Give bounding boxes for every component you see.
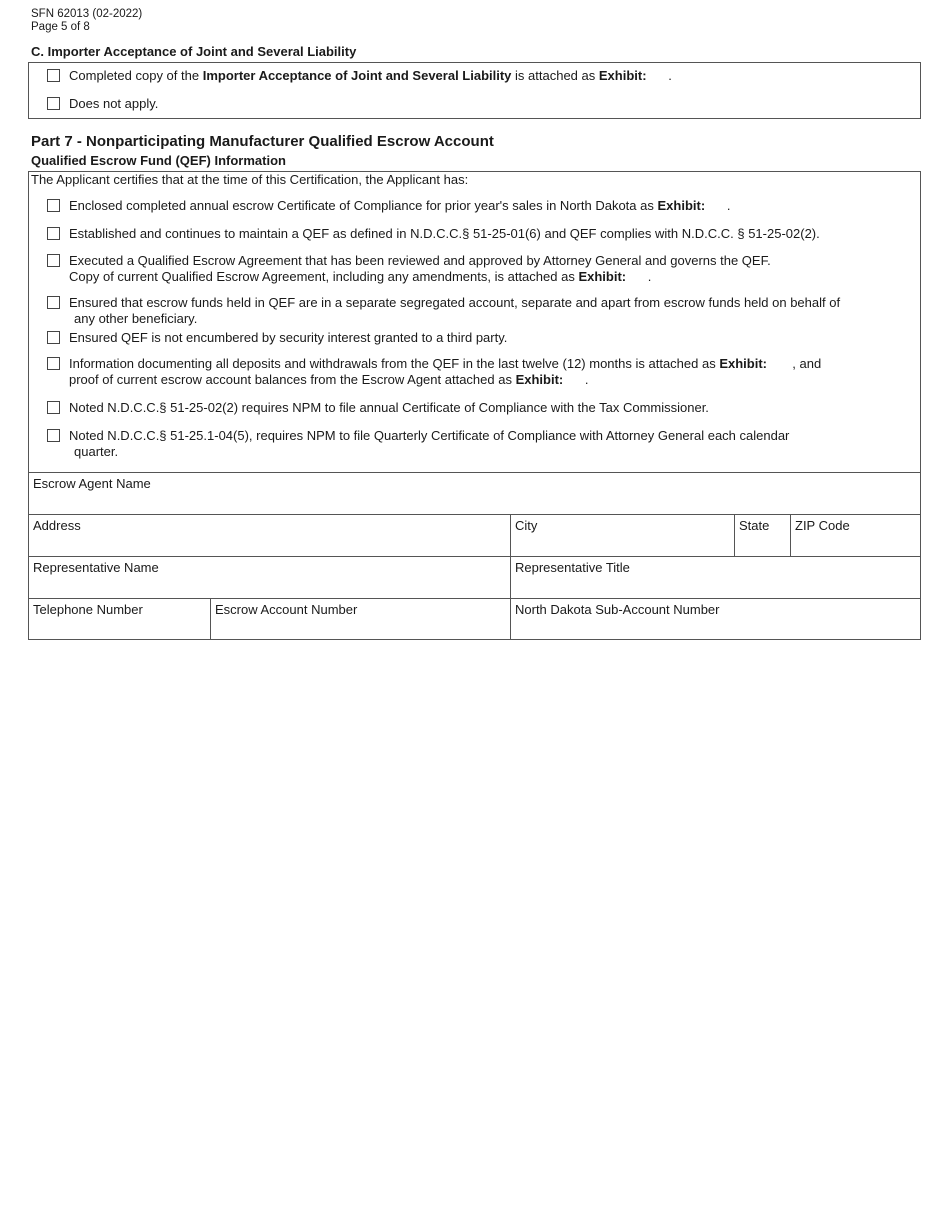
opt-text: Does not apply. <box>69 96 159 111</box>
zip-input[interactable] <box>795 535 916 553</box>
form-id: SFN 62013 (02-2022) <box>31 8 143 20</box>
part-7-subtitle: Qualified Escrow Fund (QEF) Information <box>31 153 286 168</box>
opt-text-bold: Importer Acceptance of Joint and Several Liability <box>202 68 512 83</box>
field-label: ZIP Code <box>795 518 850 533</box>
item-text: Noted N.D.C.C.§ 51-25.1-04(5), requires NPM to file Quarterly Certificate of Compliance with Attorney General each calendar <box>69 428 790 443</box>
item-text: Ensured that escrow funds held in QEF are in a separate segregated account, separate and apart from escrow funds held on behalf of <box>69 295 841 310</box>
field-label: State <box>739 518 770 533</box>
zip-cell <box>791 515 920 556</box>
item-text: quarter. <box>74 444 119 459</box>
exhibit-label: Exhibit: <box>719 356 767 371</box>
qef-item-8-checkbox[interactable] <box>47 429 60 442</box>
exhibit-label: Exhibit: <box>515 372 564 387</box>
section-c-na-checkbox[interactable] <box>47 97 60 110</box>
nd-sub-account-input[interactable] <box>515 618 916 636</box>
qef-item-3-checkbox[interactable] <box>47 254 60 267</box>
address-input[interactable] <box>33 535 506 553</box>
escrow-account-input[interactable] <box>215 618 506 636</box>
opt-text: Completed copy of the <box>69 68 203 83</box>
escrow-agent-name-cell <box>29 473 920 514</box>
item-text: any other beneficiary. <box>74 311 198 326</box>
item-text: Ensured QEF is not encumbered by security interest granted to a third party. <box>69 330 508 345</box>
section-c-title: C. Importer Acceptance of Joint and Several Liability <box>31 44 357 59</box>
rep-name-cell <box>29 557 511 598</box>
rep-title-input[interactable] <box>515 577 916 595</box>
field-label: Escrow Account Number <box>215 602 358 617</box>
state-cell <box>735 515 791 556</box>
field-label: Representative Name <box>33 560 159 575</box>
exhibit-label: Exhibit: <box>578 269 627 284</box>
qef-item-2-checkbox[interactable] <box>47 227 60 240</box>
account-row <box>29 598 920 639</box>
opt-text: is attached as <box>511 68 599 83</box>
field-label: North Dakota Sub-Account Number <box>515 602 720 617</box>
page-number: Page 5 of 8 <box>31 21 90 33</box>
nd-sub-account-cell <box>511 599 920 639</box>
telephone-input[interactable] <box>33 618 206 636</box>
exhibit-blank[interactable]: . <box>563 372 589 387</box>
section-c-attached-checkbox[interactable] <box>47 69 60 82</box>
state-input[interactable] <box>739 535 786 553</box>
city-cell <box>511 515 735 556</box>
qef-item-5-checkbox[interactable] <box>47 331 60 344</box>
item-text: Noted N.D.C.C.§ 51-25-02(2) requires NPM to file annual Certificate of Compliance with the Tax Commissioner. <box>69 400 709 415</box>
form-header <box>31 8 142 34</box>
exhibit-blank[interactable]: . <box>705 198 731 213</box>
rep-name-input[interactable] <box>33 577 506 595</box>
item-text: proof of current escrow account balances from the Escrow Agent attached as <box>69 372 516 387</box>
part-7-title: Part 7 - Nonparticipating Manufacturer Qualified Escrow Account <box>31 133 494 150</box>
field-label: Escrow Agent Name <box>33 476 151 491</box>
representative-row <box>29 556 920 598</box>
escrow-agent-name-input[interactable] <box>33 493 916 511</box>
item-text: Information documenting all deposits and withdrawals from the QEF in the last twelve (12) months is attached as <box>69 356 720 371</box>
qef-item-4-checkbox[interactable] <box>47 296 60 309</box>
qef-item-6-checkbox[interactable] <box>47 357 60 370</box>
part-7-intro: The Applicant certifies that at the time of this Certification, the Applicant has: <box>31 172 469 187</box>
field-label: Telephone Number <box>33 602 143 617</box>
section-c-box <box>28 62 921 119</box>
city-input[interactable] <box>515 535 730 553</box>
field-label: Representative Title <box>515 560 630 575</box>
escrow-account-cell <box>211 599 511 639</box>
item-text: Executed a Qualified Escrow Agreement that has been reviewed and approved by Attorney General and governs the QEF. <box>69 253 771 268</box>
field-label: Address <box>33 518 81 533</box>
address-cell <box>29 515 511 556</box>
item-text: Copy of current Qualified Escrow Agreement, including any amendments, is attached as <box>69 269 579 284</box>
qef-item-7-checkbox[interactable] <box>47 401 60 414</box>
telephone-cell <box>29 599 211 639</box>
exhibit-label: Exhibit: <box>657 198 706 213</box>
item-text: Enclosed completed annual escrow Certificate of Compliance for prior year's sales in North Dakota as <box>69 198 658 213</box>
exhibit-label: Exhibit: <box>598 68 647 83</box>
rep-title-cell <box>511 557 920 598</box>
address-row <box>29 514 920 556</box>
exhibit-blank[interactable]: . <box>646 68 672 83</box>
field-label: City <box>515 518 538 533</box>
exhibit-blank[interactable]: . <box>626 269 652 284</box>
part-7-box <box>28 171 921 640</box>
item-text: Established and continues to maintain a QEF as defined in N.D.C.C.§ 51-25-01(6) and QEF complies with N.D.C.C. § 51-25-02(2). <box>69 226 820 241</box>
qef-item-1-checkbox[interactable] <box>47 199 60 212</box>
exhibit-blank[interactable]: , and <box>767 356 822 371</box>
escrow-agent-row <box>29 472 920 514</box>
